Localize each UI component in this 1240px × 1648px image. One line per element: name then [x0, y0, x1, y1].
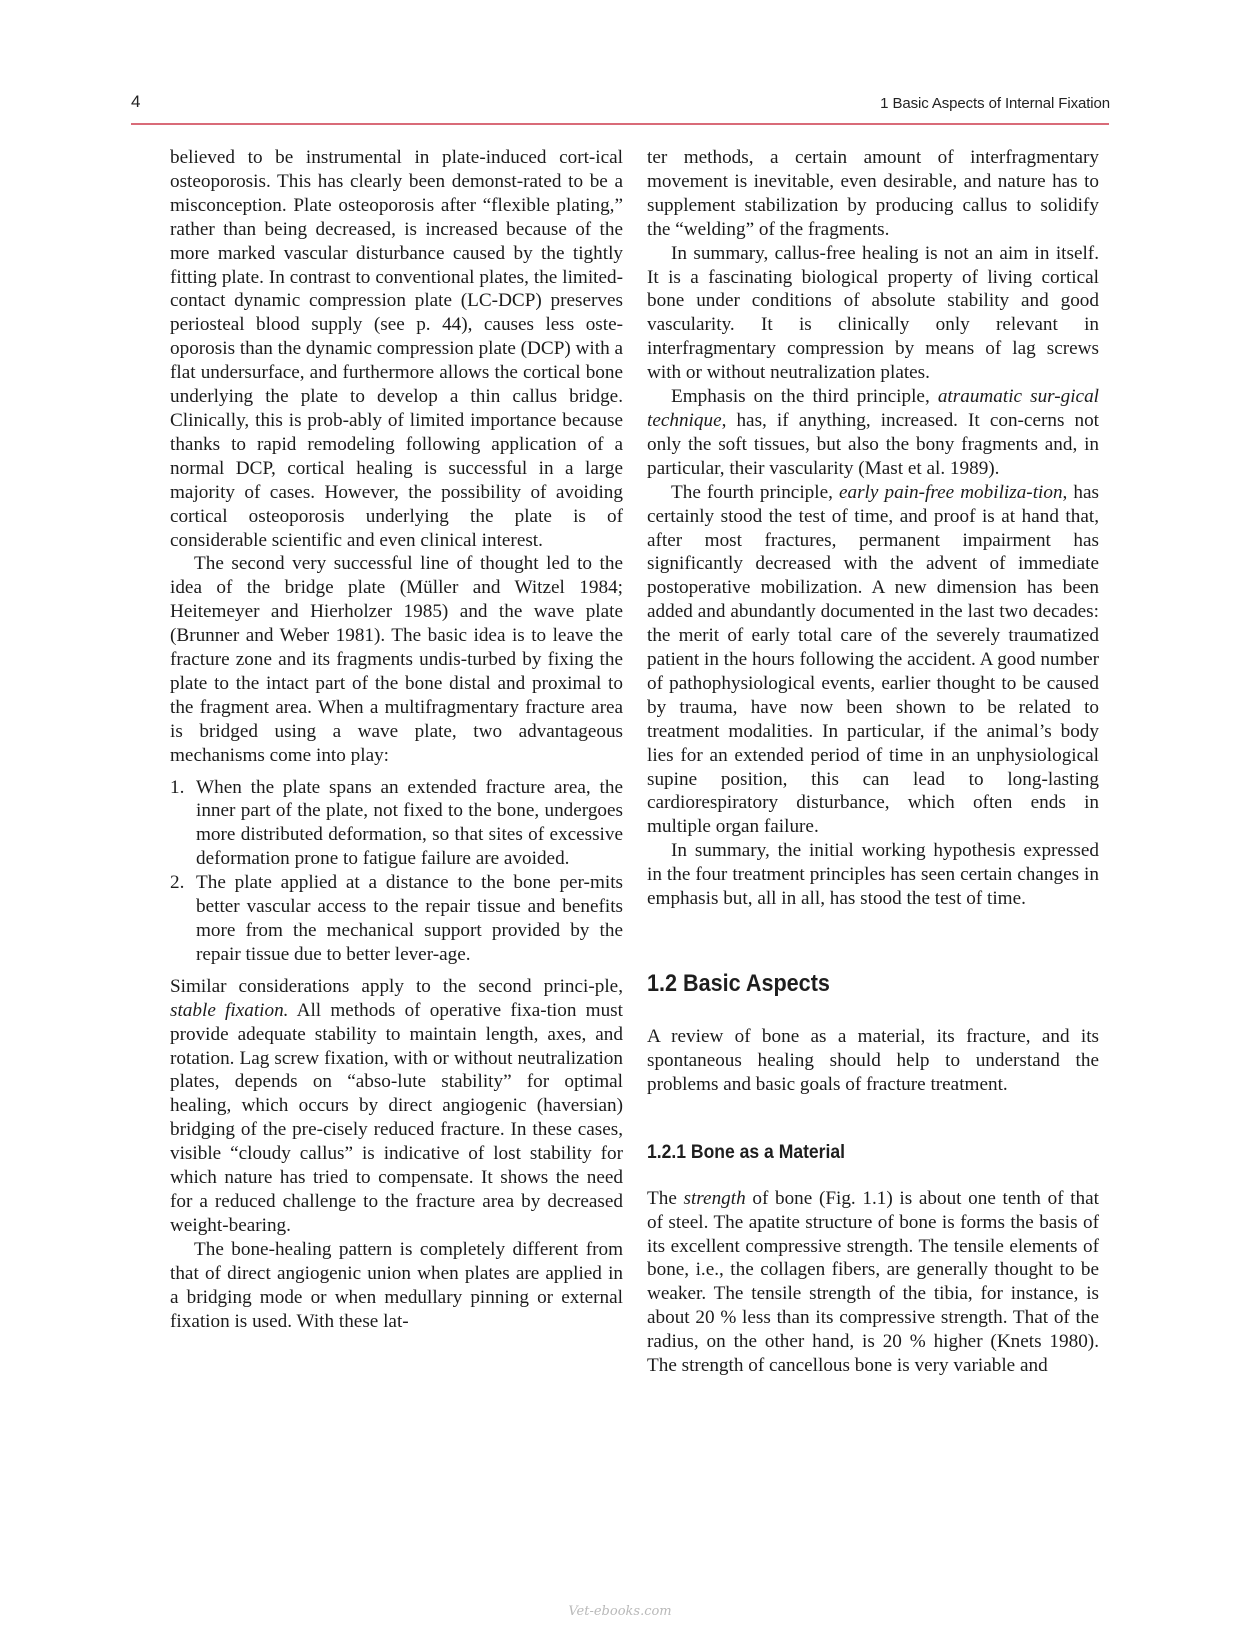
paragraph: ter methods, a certain amount of interfragmentary movement is inevitable, even desirable, and nature has to supplement stabilization by producing callus to solidify the “welding” of the fragments.: [647, 147, 1099, 240]
subsection-heading: 1.2.1 Bone as a Material: [647, 1140, 846, 1163]
list-item: [170, 776, 623, 872]
list-item-text: When the plate spans an extended fracture area, the inner part of the plate, not fixed to the bone, undergoes more distributed deformation, so that sites of excessive deformation prone to fatigue failure are avoided.: [196, 776, 623, 870]
text-run: All methods of operative fixa-tion must provide adequate stability to maintain length, axes, and rotation. Lag screw fixation, with or without neutralization plates, depends on “abso-lute stability” for optimal healing, which occurs by direct angiogenic (haversian) bridging of the pre-cisely reduced fracture. In these cases, visible “cloudy callus” is indicative of lost stability for which nature has tried to compensate. It shows the need for a reduced challenge to the fracture area by decreased weight-bearing.: [170, 999, 623, 1236]
paragraph: The bone-healing pattern is completely different from that of direct angiogenic union when plates are applied in a bridging mode or when medullary pinning or external fixation is used. With these lat-: [170, 1238, 623, 1332]
text-run: Similar considerations apply to the second princi-ple,: [170, 975, 623, 997]
paragraph: In summary, callus-free healing is not an aim in itself. It is a fascinating biological property of living cortical bone under conditions of absolute stability and good vascularity. It is clinically only relevant in interfragmentary compression by means of lag screws with or without neutralization plates.: [647, 242, 1099, 384]
text-run: of bone (Fig. 1.1) is about one tenth of that of steel. The apatite structure of bone is forms the basis of its excellent compressive strength. The tensile elements of bone, i.e., the collagen fibers, are generally thought to be weaker. The tensile strength of the tibia, for instance, is about 20 % less than its compressive strength. That of the radius, on the other hand, is 20 % higher (Knets 1980). The strength of cancellous bone is very variable and: [647, 1187, 1099, 1377]
paragraph: [647, 481, 1099, 840]
paragraph: [647, 1187, 1099, 1378]
numbered-list: [170, 776, 623, 967]
running-head: 1 Basic Aspects of Internal Fixation: [880, 95, 1110, 112]
paragraph: In summary, the initial working hypothesis expressed in the four treatment principles has seen certain changes in emphasis but, all in all, has stood the test of time.: [647, 840, 1099, 910]
list-item: [170, 871, 623, 967]
text-run: Emphasis on the third principle,: [671, 386, 938, 408]
list-item-text: The plate applied at a distance to the bone per-mits better vascular access to the repair tissue and benefits more from the mechanical support provided by the repair tissue due to better lever-age.: [196, 872, 623, 965]
left-column: [170, 146, 623, 1333]
text-run: The: [647, 1187, 684, 1209]
right-column: [647, 146, 1099, 1378]
paragraph: A review of bone as a material, its fracture, and its spontaneous healing should help to understand the problems and basic goals of fracture treatment.: [647, 1026, 1099, 1095]
emphasis: strength: [683, 1187, 746, 1209]
paragraph: [647, 385, 1099, 481]
emphasis: early pain-free mobiliza-tion: [838, 481, 1063, 503]
watermark: Vet-ebooks.com: [568, 1604, 672, 1619]
paragraph: The second very successful line of thought led to the idea of the bridge plate (Müller and Witzel 1984; Heitemeyer and Hierholzer 1985) and the wave plate (Brunner and Weber 1981). The basic idea is to leave the fracture zone and its fragments undis-turbed by fixing the plate to the intact part of the bone distal and proximal to the fragment area. When a multifragmentary fracture area is bridged using a wave plate, two advantageous mechanisms come into play:: [170, 553, 623, 766]
text-run: , has certainly stood the test of time, and proof is at hand that, after most fractures, permanent impairment has significantly decreased with the advent of immediate postoperative mobilization. A new dimension has been added and abundantly documented in the last two decades: the merit of early total care of the severely traumatized patient in the hours following the accident. A good number of pathophysiological events, earlier thought to be caused by trauma, have now been shown to be related to treatment modalities. In particular, if the animal’s body lies for an extended period of time in an unphysiological supine position, this can lead to long-lasting cardiorespiratory disturbance, which often ends in multiple organ failure.: [647, 481, 1100, 838]
page-number: 4: [131, 92, 141, 111]
header-rule: [131, 123, 1109, 125]
paragraph: [170, 975, 623, 1238]
emphasis: atraumatic sur-gical technique: [647, 386, 1100, 431]
text-run: , has, if anything, increased. It con-cerns not only the soft tissues, but also the bony fragments and, in particular, their vascularity (Mast et al. 1989).: [647, 409, 1099, 479]
list-item-number: 2.: [170, 872, 185, 894]
text-run: The fourth principle,: [671, 481, 839, 503]
section-heading: 1.2 Basic Aspects: [647, 970, 830, 997]
list-item-number: 1.: [170, 776, 185, 798]
paragraph: believed to be instrumental in plate-induced cort-ical osteoporosis. This has clearly been demonst-rated to be a misconception. Plate osteoporosis after “flexible plating,” rather than being decreased, is increased because of the more marked vascular disturbance caused by the tightly fitting plate. In contrast to conventional plates, the limited-contact dynamic compression plate (LC-DCP) preserves periosteal blood supply (see p. 44), causes less oste-oporosis than the dynamic compression plate (DCP) with a flat undersurface, and furthermore allows the cortical bone underlying the plate to develop a thin callus bridge. Clinically, this is prob-ably of limited importance because thanks to rapid remodeling following application of a normal DCP, cortical healing is successful in a large majority of cases. However, the possibility of avoiding cortical osteoporosis underlying the plate is of considerable scientific and even clinical interest.: [170, 147, 623, 551]
emphasis: stable fixation.: [170, 999, 289, 1021]
